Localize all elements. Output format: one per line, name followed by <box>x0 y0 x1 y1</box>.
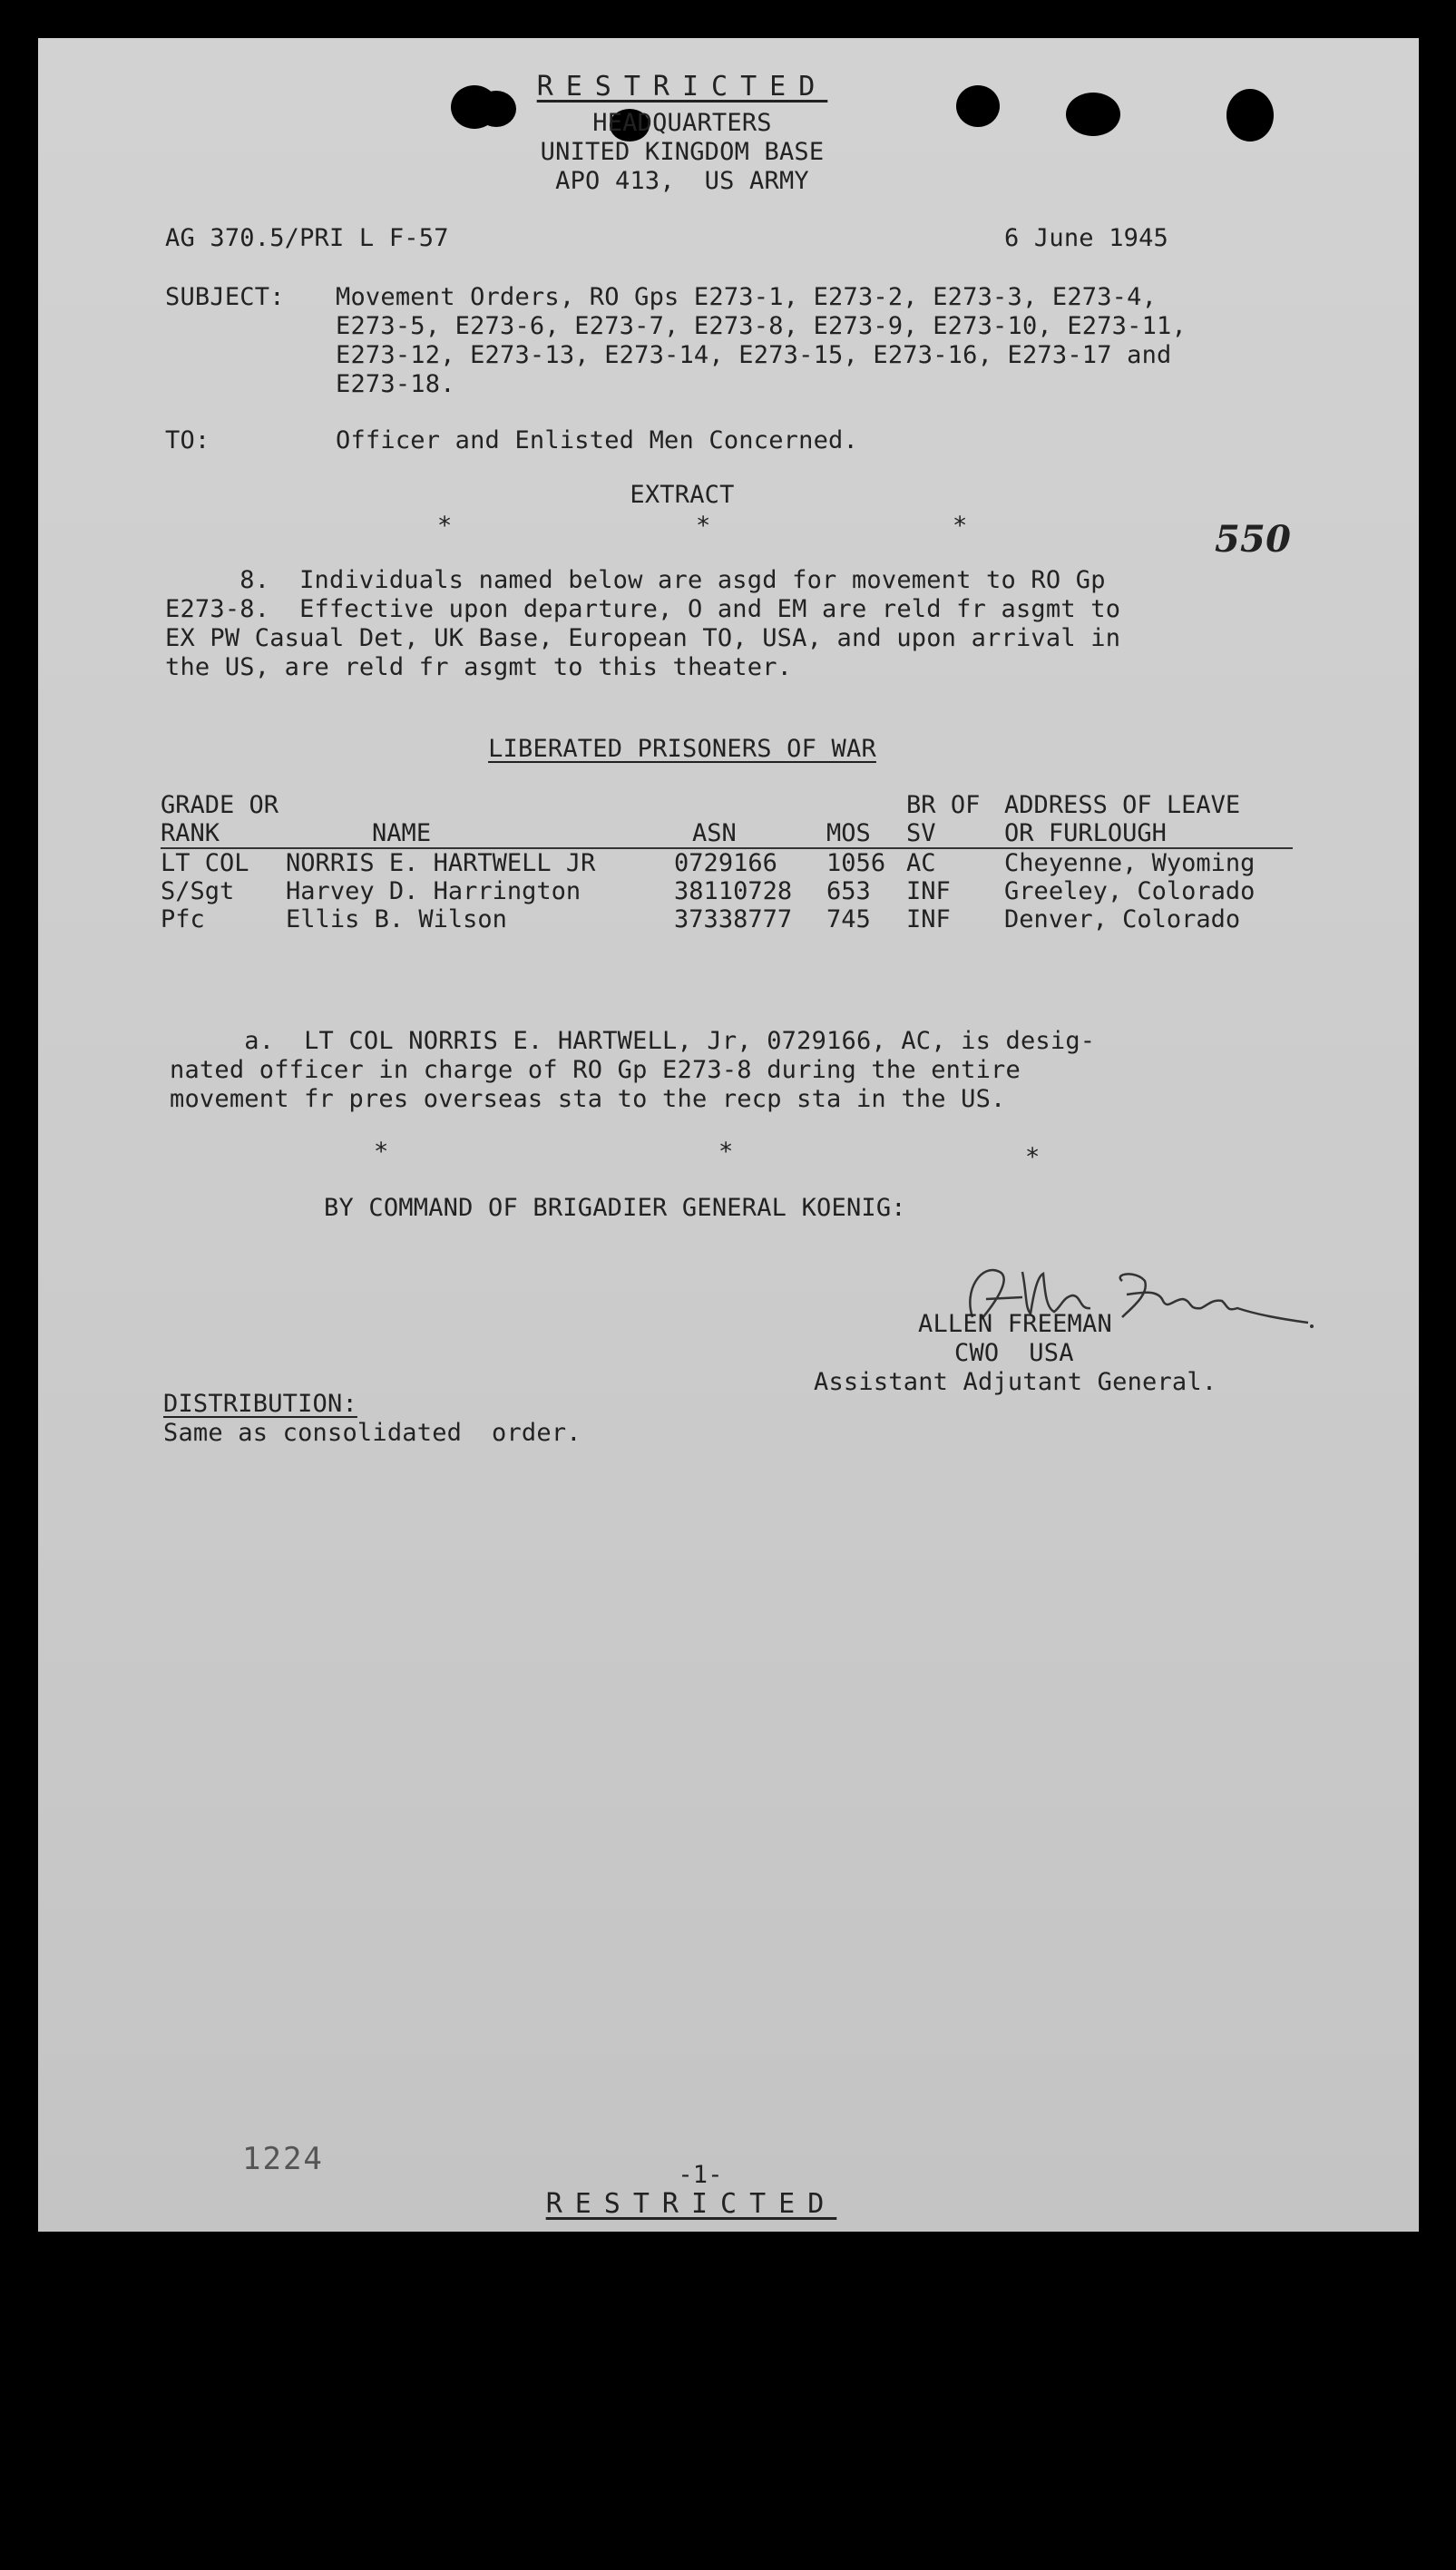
paragraph-8-line: 8. Individuals named below are asgd for movement to RO Gp <box>165 566 1106 594</box>
prisoners-table <box>161 791 1293 933</box>
reference-number: AG 370.5/PRI L F-57 <box>165 224 449 252</box>
name-cell: NORRIS E. HARTWELL JR <box>286 849 596 877</box>
subject-line: E273-5, E273-6, E273-7, E273-8, E273-9, E273-10, E273-11, <box>336 312 1187 340</box>
address-cell: Greeley, Colorado <box>1004 877 1256 905</box>
header-cell: MOS <box>826 819 906 848</box>
address-cell: Denver, Colorado <box>1004 905 1241 933</box>
paragraph-a-line: movement fr pres overseas sta to the recp sta in the US. <box>170 1085 1006 1113</box>
branch-cell: INF <box>906 905 951 933</box>
header-cell <box>674 791 826 819</box>
headquarters-line: HEADQUARTERS <box>592 109 772 137</box>
to-label: TO: <box>165 426 210 454</box>
distribution-value: Same as consolidated order. <box>163 1419 581 1447</box>
table-row <box>161 848 1293 877</box>
command-line: BY COMMAND OF BRIGADIER GENERAL KOENIG: <box>324 1194 906 1222</box>
table-header-row <box>161 819 1293 848</box>
table-title: LIBERATED PRISONERS OF WAR <box>488 735 876 763</box>
signatory-title: Assistant Adjutant General. <box>814 1368 1217 1396</box>
rank-cell: Pfc <box>161 905 205 933</box>
classification-header: RESTRICTED <box>536 71 828 103</box>
mos-cell: 653 <box>826 877 871 905</box>
name-cell: Ellis B. Wilson <box>286 905 507 933</box>
header-cell: NAME <box>286 819 674 848</box>
branch-cell: INF <box>906 877 951 905</box>
punch-hole <box>956 85 1000 127</box>
table-header-row <box>161 791 1293 819</box>
extract-label: EXTRACT <box>630 481 735 509</box>
apo-line: APO 413, US ARMY <box>555 167 809 195</box>
subject-label: SUBJECT: <box>165 283 285 311</box>
header-cell: ADDRESS OF LEAVE <box>1004 791 1241 819</box>
asterisk: * <box>1025 1143 1041 1171</box>
subject-line: Movement Orders, RO Gps E273-1, E273-2, E273-3, E273-4, <box>336 283 1158 311</box>
signatory-rank: CWO USA <box>954 1339 1074 1367</box>
paragraph-a-line: a. LT COL NORRIS E. HARTWELL, Jr, 0729166, AC, is desig- <box>170 1027 1096 1055</box>
table-row <box>161 877 1293 905</box>
asn-cell: 38110728 <box>674 877 793 905</box>
distribution-label: DISTRIBUTION: <box>163 1390 357 1418</box>
mos-cell: 745 <box>826 905 871 933</box>
paragraph-a-line: nated officer in charge of RO Gp E273-8 during the entire <box>170 1056 1021 1084</box>
address-cell: Cheyenne, Wyoming <box>1004 849 1256 877</box>
branch-cell: AC <box>906 849 936 877</box>
to-value: Officer and Enlisted Men Concerned. <box>336 426 858 454</box>
header-cell: RANK <box>161 819 286 848</box>
page-number: -1- <box>678 2161 723 2189</box>
paragraph-8-line: the US, are reld fr asgmt to this theater. <box>165 653 793 681</box>
header-cell: OR FURLOUGH <box>1004 819 1293 848</box>
header-cell: GRADE OR <box>161 791 279 819</box>
punch-hole <box>1066 93 1120 136</box>
header-cell <box>826 791 906 819</box>
document-page <box>38 38 1419 2232</box>
signatory-name: ALLEN FREEMAN <box>918 1310 1112 1338</box>
asterisk: * <box>437 512 453 540</box>
page-stamp-number: 550 <box>1215 518 1292 561</box>
name-cell: Harvey D. Harrington <box>286 877 581 905</box>
rank-cell: S/Sgt <box>161 877 235 905</box>
table-row <box>161 905 1293 933</box>
asterisk: * <box>953 512 968 540</box>
classification-footer: RESTRICTED <box>545 2188 837 2220</box>
header-cell: ASN <box>674 819 826 848</box>
asterisk: * <box>718 1138 734 1166</box>
header-cell <box>286 791 674 819</box>
paragraph-8-line: EX PW Casual Det, UK Base, European TO, USA, and upon arrival in <box>165 624 1121 652</box>
asn-cell: 37338777 <box>674 905 793 933</box>
asterisk: * <box>374 1138 389 1166</box>
subject-line: E273-12, E273-13, E273-14, E273-15, E273-16, E273-17 and <box>336 341 1172 369</box>
document-number: 1224 <box>242 2141 324 2177</box>
asn-cell: 0729166 <box>674 849 777 877</box>
paragraph-8-line: E273-8. Effective upon departure, O and EM are reld fr asgmt to <box>165 595 1121 623</box>
rank-cell: LT COL <box>161 849 249 877</box>
subject-line: E273-18. <box>336 370 455 398</box>
header-cell: SV <box>906 819 1004 848</box>
punch-hole <box>1226 89 1274 142</box>
document-date: 6 June 1945 <box>1004 224 1169 252</box>
mos-cell: 1056 <box>826 849 886 877</box>
header-cell: BR OF <box>906 791 981 819</box>
command-name: UNITED KINGDOM BASE <box>540 138 825 166</box>
asterisk: * <box>696 512 711 540</box>
